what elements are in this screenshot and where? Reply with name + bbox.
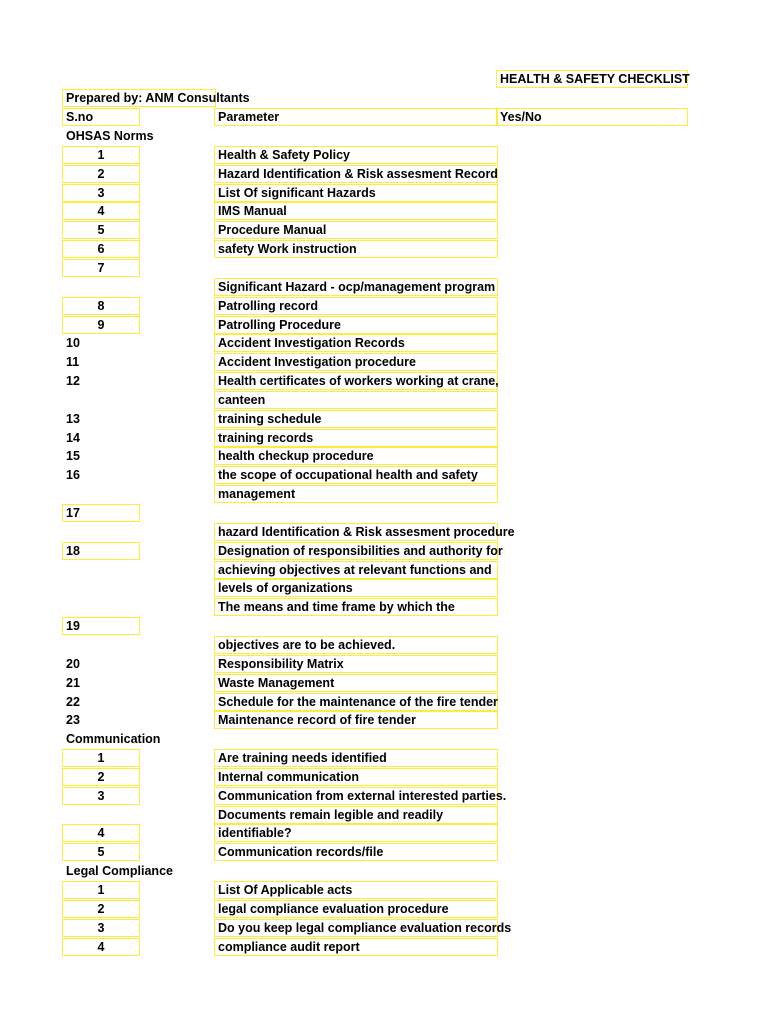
sno-cell: 3	[62, 919, 140, 937]
sno-cell: 17	[62, 504, 140, 522]
sno-cell: 18	[62, 542, 140, 560]
parameter-cell: IMS Manual	[214, 202, 498, 220]
parameter-cell: training records	[214, 429, 498, 447]
section-heading: Legal Compliance	[66, 864, 173, 878]
parameter-cell: Do you keep legal compliance evaluation records	[214, 919, 498, 937]
parameter-cell: health checkup procedure	[214, 447, 498, 465]
parameter-cell: Are training needs identified	[214, 749, 498, 767]
parameter-cell: Patrolling record	[214, 297, 498, 315]
parameter-cell: identifiable?	[214, 824, 498, 842]
parameter-cell: Schedule for the maintenance of the fire tender	[214, 693, 498, 711]
parameter-cell: Procedure Manual	[214, 221, 498, 239]
parameter-cell: Responsibility Matrix	[214, 655, 498, 673]
section-heading: Communication	[66, 732, 161, 746]
parameter-cell: levels of organizations	[214, 579, 498, 597]
parameter-cell: Health certificates of workers working at crane,	[214, 372, 498, 390]
sno-cell: 22	[66, 695, 80, 709]
parameter-cell: List Of significant Hazards	[214, 184, 498, 202]
sno-cell: 20	[66, 657, 80, 671]
sno-cell: 12	[66, 374, 80, 388]
sno-cell: 19	[62, 617, 140, 635]
sno-cell: 2	[62, 900, 140, 918]
sno-cell: 8	[62, 297, 140, 315]
section-heading: OHSAS Norms	[66, 129, 154, 143]
sno-cell: 1	[62, 749, 140, 767]
sno-cell: 1	[62, 881, 140, 899]
parameter-cell: Patrolling Procedure	[214, 316, 498, 334]
sno-cell: 2	[62, 165, 140, 183]
sno-cell: 13	[66, 412, 80, 426]
parameter-cell: management	[214, 485, 498, 503]
sno-cell: 4	[62, 938, 140, 956]
sno-cell: 3	[62, 184, 140, 202]
sno-cell: 15	[66, 449, 80, 463]
sno-cell: 10	[66, 336, 80, 350]
parameter-cell: Communication records/file	[214, 843, 498, 861]
parameter-cell: Designation of responsibilities and authority for	[214, 542, 498, 560]
parameter-cell: canteen	[214, 391, 498, 409]
parameter-cell: training schedule	[214, 410, 498, 428]
parameter-cell: Internal communication	[214, 768, 498, 786]
sno-cell: 21	[66, 676, 80, 690]
parameter-cell: Maintenance record of fire tender	[214, 711, 498, 729]
parameter-cell: The means and time frame by which the	[214, 598, 498, 616]
sno-cell: 2	[62, 768, 140, 786]
parameter-cell: legal compliance evaluation procedure	[214, 900, 498, 918]
parameter-cell: Accident Investigation procedure	[214, 353, 498, 371]
parameter-cell: Waste Management	[214, 674, 498, 692]
sno-cell: 1	[62, 146, 140, 164]
parameter-cell: Significant Hazard - ocp/management program	[214, 278, 498, 296]
parameter-cell: Health & Safety Policy	[214, 146, 498, 164]
parameter-cell: achieving objectives at relevant functions and	[214, 561, 498, 579]
parameter-cell: safety Work instruction	[214, 240, 498, 258]
sno-cell: 6	[62, 240, 140, 258]
sno-cell: 4	[62, 202, 140, 220]
sno-cell: 14	[66, 431, 80, 445]
sno-cell: 4	[62, 824, 140, 842]
parameter-cell: Communication from external interested parties.	[214, 787, 498, 805]
sno-cell: 9	[62, 316, 140, 334]
sno-cell: 5	[62, 221, 140, 239]
header-parameter: Parameter	[214, 108, 498, 126]
sno-cell: 23	[66, 713, 80, 727]
prepared-by: Prepared by: ANM Consultants	[62, 89, 216, 107]
sno-cell: 16	[66, 468, 80, 482]
header-sno: S.no	[62, 108, 140, 126]
parameter-cell: Accident Investigation Records	[214, 334, 498, 352]
sno-cell: 7	[62, 259, 140, 277]
parameter-cell: Documents remain legible and readily	[214, 806, 498, 824]
parameter-cell: Hazard Identification & Risk assesment Record	[214, 165, 498, 183]
sno-cell: 3	[62, 787, 140, 805]
parameter-cell: the scope of occupational health and safety	[214, 466, 498, 484]
parameter-cell: compliance audit report	[214, 938, 498, 956]
parameter-cell: hazard Identification & Risk assesment procedure	[214, 523, 498, 541]
sno-cell: 5	[62, 843, 140, 861]
header-yes-no: Yes/No	[496, 108, 688, 126]
checklist-title: HEALTH & SAFETY CHECKLIST	[496, 70, 688, 88]
parameter-cell: List Of Applicable acts	[214, 881, 498, 899]
sno-cell: 11	[66, 355, 80, 369]
parameter-cell: objectives are to be achieved.	[214, 636, 498, 654]
